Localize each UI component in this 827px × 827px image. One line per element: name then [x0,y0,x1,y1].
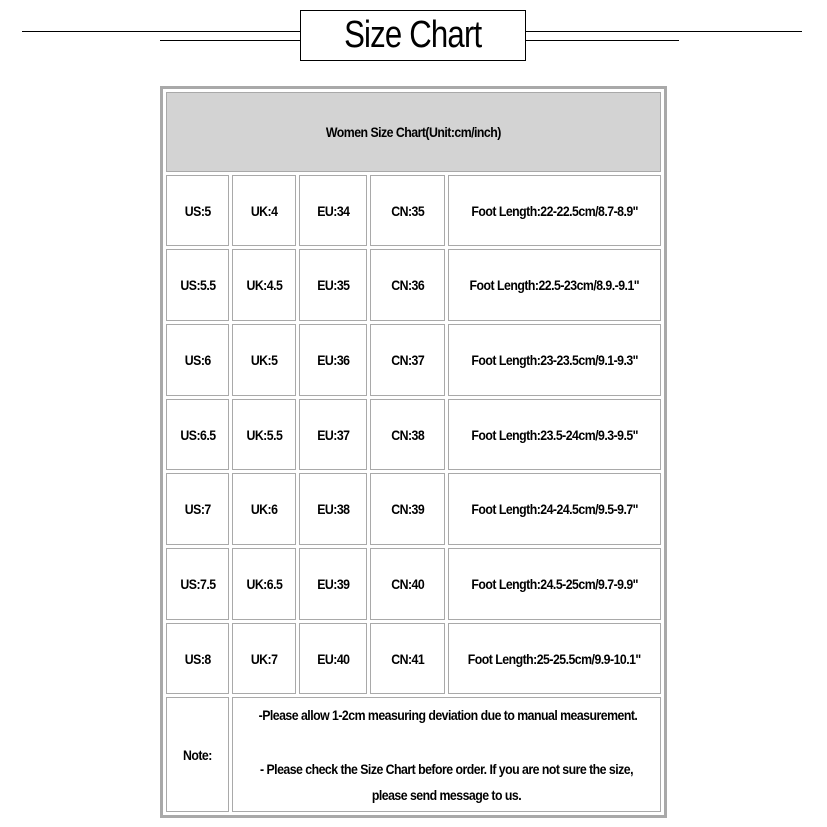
table-row [166,399,661,471]
foot-length-cell: Foot Length:23.5-24cm/9.3-9.5" [448,399,661,471]
us-cell: US:5 [166,175,229,247]
title-box [300,10,526,61]
note-line-3: please send message to us. [371,786,522,803]
cn-cell: CN:38 [370,399,445,471]
foot-length-cell: Foot Length:25-25.5cm/9.9-10.1" [448,623,661,695]
note-line-2: - Please check the Size Chart before order. If you are not sure the size, [260,760,633,777]
right-rule-top [526,31,802,32]
cn-cell: CN:35 [370,175,445,247]
title-banner [0,0,827,70]
table-row [166,548,661,620]
uk-cell: UK:4.5 [232,249,296,321]
left-rule-bottom [160,40,300,41]
page-title: Size Chart [344,14,482,56]
us-cell: US:6 [166,324,229,396]
uk-cell: UK:6 [232,473,296,545]
uk-cell: UK:6.5 [232,548,296,620]
eu-cell: EU:39 [299,548,367,620]
header-row [166,92,661,172]
table-row [166,623,661,695]
eu-cell: EU:35 [299,249,367,321]
eu-cell: EU:36 [299,324,367,396]
foot-length-cell: Foot Length:22-22.5cm/8.7-8.9" [448,175,661,247]
foot-length-cell: Foot Length:22.5-23cm/8.9.-9.1" [448,249,661,321]
uk-cell: UK:5.5 [232,399,296,471]
uk-cell: UK:5 [232,324,296,396]
us-cell: US:5.5 [166,249,229,321]
table-header: Women Size Chart(Unit:cm/inch) [166,92,661,172]
cn-cell: CN:41 [370,623,445,695]
left-rule-top [22,31,300,32]
note-content [232,697,661,812]
foot-length-cell: Foot Length:23-23.5cm/9.1-9.3" [448,324,661,396]
cn-cell: CN:40 [370,548,445,620]
cn-cell: CN:39 [370,473,445,545]
table-row [166,249,661,321]
eu-cell: EU:40 [299,623,367,695]
foot-length-cell: Foot Length:24.5-25cm/9.7-9.9" [448,548,661,620]
us-cell: US:8 [166,623,229,695]
eu-cell: EU:37 [299,399,367,471]
us-cell: US:6.5 [166,399,229,471]
note-line-1: -Please allow 1-2cm measuring deviation due to manual measurement. [258,706,638,723]
note-label: Note: [166,697,229,812]
uk-cell: UK:4 [232,175,296,247]
table-row [166,175,661,247]
size-chart-table [163,89,664,815]
us-cell: US:7 [166,473,229,545]
cn-cell: CN:37 [370,324,445,396]
table-row [166,324,661,396]
uk-cell: UK:7 [232,623,296,695]
note-row [166,697,661,812]
us-cell: US:7.5 [166,548,229,620]
size-chart-frame [160,86,667,818]
right-rule-bottom [526,40,679,41]
size-rows [166,175,661,695]
eu-cell: EU:34 [299,175,367,247]
cn-cell: CN:36 [370,249,445,321]
table-row [166,473,661,545]
eu-cell: EU:38 [299,473,367,545]
foot-length-cell: Foot Length:24-24.5cm/9.5-9.7" [448,473,661,545]
